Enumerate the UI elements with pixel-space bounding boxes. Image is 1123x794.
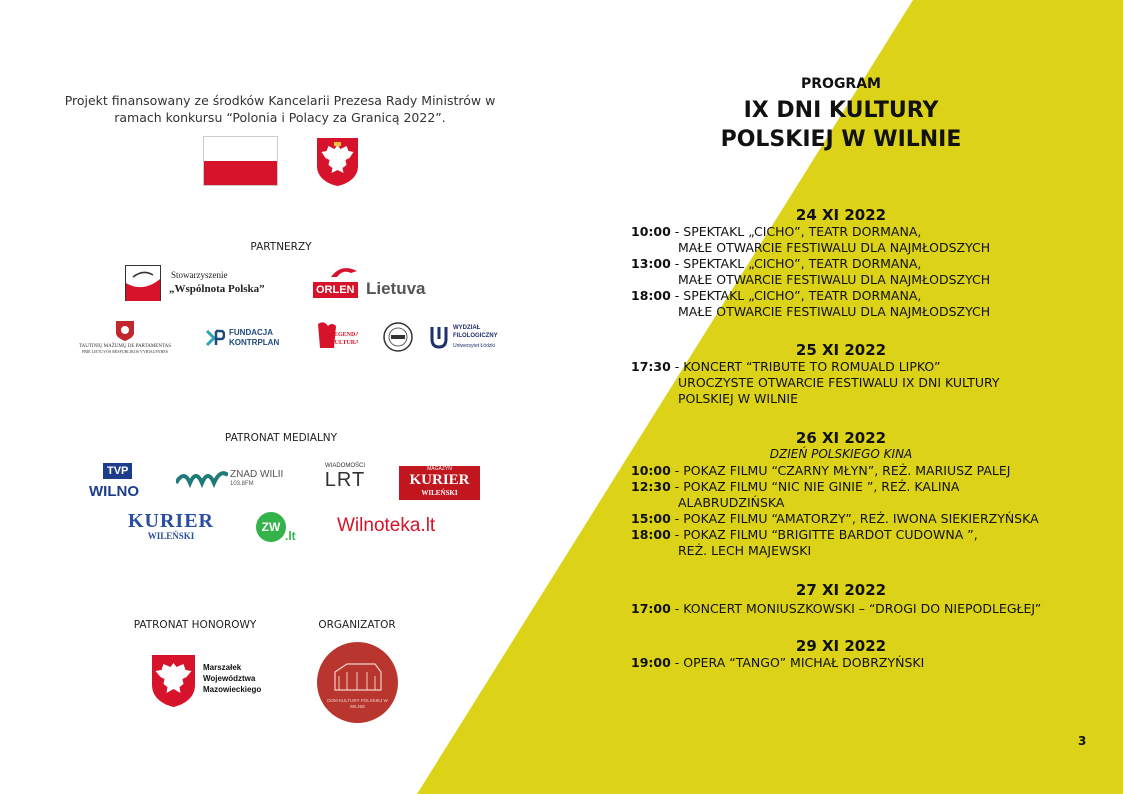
znad-wilii-logo: [176, 467, 301, 493]
orlen-eagle-icon: [329, 263, 359, 279]
event-item: [631, 359, 1101, 407]
fundacja-kontrplan-logo: [205, 327, 300, 349]
lrt-logo: [320, 463, 370, 495]
day-heading: 24 XI 2022: [795, 206, 887, 224]
tvp-text: TVP: [103, 463, 132, 479]
dom-kultury-polskiej-logo: [317, 642, 398, 723]
znad-wave-icon: [176, 469, 228, 489]
wilenski-text: WILEŃSKI: [147, 531, 195, 541]
event-text: - POKAZ FILMU “NIC NIE GINIE ”, REŻ. KALINA: [670, 479, 960, 494]
tautiniu-mazumu-logo: [75, 320, 175, 360]
dom-kultury-text: DOM KULTURY POLSKIEJ W WILNIE: [327, 698, 388, 709]
tvp-wilno-logo: [89, 463, 159, 503]
wydzial-text-2: FILOLOGICZNY: [453, 333, 498, 339]
program-title-line-2: POLSKIEJ W WILNIE: [720, 127, 962, 152]
wspolnota-text-1: Stowarzyszenie: [171, 270, 228, 280]
wydzial-text-1: WYDZIAŁ: [453, 325, 481, 331]
event-time: 17:30: [631, 359, 671, 374]
event-text-cont: MAŁE OTWARCIE FESTIWALU DLA NAJMŁODSZYCH: [678, 272, 991, 287]
page-number: 3: [1078, 734, 1087, 748]
event-text-cont: ALABRUDZIŃSKA: [678, 495, 785, 510]
honorary-patronage-label: PATRONAT HONOROWY: [133, 619, 257, 631]
kurier-text: KURIER: [127, 510, 214, 532]
legenda-kultura-logo: [314, 320, 358, 350]
wspolnota-text-2: „Wspólnota Polska”: [169, 283, 265, 295]
event-text: - POKAZ FILMU “BRIGITTE BARDOT CUDOWNA ”,: [670, 527, 978, 542]
event-text-cont: POLSKIEJ W WILNIE: [678, 391, 798, 406]
event-text-cont: MAŁE OTWARCIE FESTIWALU DLA NAJMŁODSZYCH: [678, 240, 991, 255]
event-item: [631, 288, 1101, 320]
zw-lt-logo: [256, 512, 304, 548]
event-text: - POKAZ FILMU “CZARNY MŁYN”, REŻ. MARIUSZ PALEJ: [670, 463, 1011, 478]
media-patronage-label: PATRONAT MEDIALNY: [224, 432, 338, 444]
event-text: - SPEKTAKL „CICHO”, TEATR DORMANA,: [670, 224, 922, 239]
funding-statement: Projekt finansowany ze środków Kancelarii Prezesa Rady Ministrów w ramach konkursu “Polonia i Polacy za Granicą 2022”.: [64, 93, 496, 125]
polish-flag-logo: [203, 136, 278, 186]
event-item: [631, 655, 1101, 671]
fundacja-text-2: KONTRPLAN: [229, 338, 280, 347]
marszalek-text-1: Marszałek: [203, 663, 242, 672]
lrt-top-text: WIADOMOŚCI: [325, 463, 365, 469]
round-seal-logo: [383, 322, 413, 352]
lietuva-text: Lietuva: [366, 279, 426, 298]
day-heading: 25 XI 2022: [795, 341, 887, 359]
program-title-line-1: IX DNI KULTURY: [743, 98, 939, 123]
event-time: 18:00: [631, 527, 671, 542]
tautiniu-text-1: TAUTINIŲ MAŽUMŲ DE PARTAMENTAS: [78, 344, 172, 349]
znad-fm-text: 103.8FM: [230, 481, 254, 487]
znad-text: ZNAD WILII: [230, 469, 284, 480]
uni-lodz-icon: [429, 325, 449, 349]
marszalek-text-3: Mazowieckiego: [203, 685, 262, 694]
event-item: [631, 601, 1101, 617]
event-time: 10:00: [631, 224, 671, 239]
tautiniu-text-2: PRIE LIETUVOS RESPUBLIKOS VYRIAUSYBĖS: [81, 349, 169, 354]
event-time: 17:00: [631, 601, 671, 616]
orlen-text: ORLEN: [313, 282, 358, 298]
partners-label: PARTNERZY: [250, 241, 312, 253]
event-text: - POKAZ FILMU “AMATORZY”, REŻ. IWONA SIEKIERZYŃSKA: [670, 511, 1039, 526]
program-title: [640, 96, 1042, 154]
marszalek-text-2: Województwa: [203, 674, 256, 683]
mazowieckie-emblem-logo: [150, 653, 197, 708]
orlen-lietuva-logo: [313, 263, 438, 303]
event-text-cont: UROCZYSTE OTWARCIE FESTIWALU IX DNI KULTURY: [678, 375, 1000, 390]
event-text-cont: REŻ. LECH MAJEWSKI: [678, 543, 812, 558]
zw-text: ZW: [256, 512, 286, 542]
event-item: [631, 463, 1101, 479]
event-time: 15:00: [631, 511, 671, 526]
svg-text:LEGENDA: LEGENDA: [330, 332, 358, 338]
lrt-text: LRT: [324, 469, 366, 491]
svg-text:KULTURA: KULTURA: [330, 340, 358, 346]
day-heading: 26 XI 2022: [795, 429, 887, 447]
event-item: [631, 256, 1101, 288]
wydzial-text-3: Uniwersytet Łódzki: [453, 343, 495, 349]
event-text: - SPEKTAKL „CICHO”, TEATR DORMANA,: [670, 288, 922, 303]
kurier-wilenski-logo: [120, 511, 222, 543]
event-time: 12:30: [631, 479, 671, 494]
magazyn-top-text: MAGAZYN: [427, 466, 452, 472]
event-time: 10:00: [631, 463, 671, 478]
day-heading: 29 XI 2022: [795, 637, 887, 655]
event-text: - KONCERT “TRIBUTE TO ROMUALD LIPKO”: [670, 359, 941, 374]
event-time: 19:00: [631, 655, 671, 670]
wspolnota-polska-logo: [125, 265, 295, 303]
event-time: 13:00: [631, 256, 671, 271]
event-time: 18:00: [631, 288, 671, 303]
kontrplan-icon: [205, 329, 225, 347]
wydzial-filologiczny-logo: [429, 325, 509, 353]
event-text-cont: MAŁE OTWARCIE FESTIWALU DLA NAJMŁODSZYCH: [678, 304, 991, 319]
wilnoteka-logo: Wilnoteka.lt: [337, 515, 436, 536]
event-text: - SPEKTAKL „CICHO”, TEATR DORMANA,: [670, 256, 922, 271]
event-item: [631, 479, 1101, 511]
organizer-label: ORGANIZATOR: [318, 619, 396, 631]
magazyn-kurier-logo: [399, 466, 480, 500]
event-item: [631, 527, 1101, 559]
event-text: - KONCERT MONIUSZKOWSKI – “DROGI DO NIEPODLEGŁEJ”: [670, 601, 1042, 616]
building-icon: [317, 642, 398, 723]
zw-lt-text: .lt: [285, 529, 296, 543]
day-subtitle: DZIEŃ POLSKIEGO KINA: [769, 447, 913, 461]
program-label: PROGRAM: [801, 76, 881, 92]
polish-eagle-emblem-logo: [315, 136, 360, 187]
event-item: [631, 224, 1101, 256]
magazyn-bot-text: WILEŃSKI: [421, 489, 458, 497]
tvp-wilno-text: WILNO: [89, 483, 139, 500]
marszalek-text-block: [203, 662, 261, 695]
event-item: [631, 511, 1101, 527]
fundacja-text-1: FUNDACJA: [229, 328, 273, 337]
vytis-icon: [115, 320, 135, 342]
magazyn-mid-text: KURIER: [409, 472, 470, 488]
event-text: - OPERA “TANGO” MICHAŁ DOBRZYŃSKI: [670, 655, 925, 670]
day-heading: 27 XI 2022: [795, 581, 887, 599]
